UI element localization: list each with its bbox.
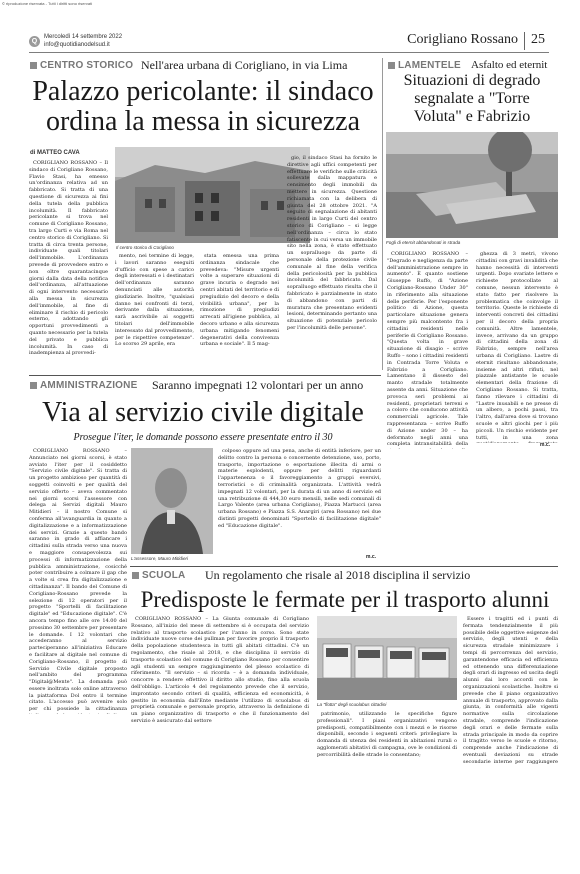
newspaper-logo: Q [29, 36, 40, 47]
third-photo-caption: La "flotta" degli scuolabus cittadini [317, 702, 387, 707]
side-col-1: CORIGLIANO ROSSANO – "Degrado e negligenza da parte dell'amministrazione sempre in aumento". È quanto sostiene Giuseppe Ruffo, di "Azione Corigliano-Rossano Under 30" in riferimento alla situazione delle periferie. Per l'esponente politico di Azione, questa particolare situazione genera sempre più malcontento fra i cittadini residenti nelle periferie di Corigliano Rossano. "Questa volta in grave situazione di disagio – scrive Ruffo – sono i cittadini residenti in Contrada Torre Voluta e Fabrizio a Corigliano. Lamentano il dissesto del manto stradale totalmente assente da anni. Situazione che provoca seri problemi ai residenti, proprietari terreni e a coloro che conducono attività commerciali agricole. Tale rappresentanza – scrive Ruffo di Azione under 30 – ha deformato negli anni una completa intransitabilità della [387, 251, 468, 448]
main-col-4: gio, il sindaco Stasi ha fornito le direttive agli uffici competenti per effettuare le verifiche sulle criticità sollevate dalla mappatura e censimento degli immobili da mettere in sicurezza. Questione richiamata con la delibera di giunta del 28 ottobre 2021. "A seguito di segnalazione di abitanti residenti in largo Curti del centro storico di Corigliano – si legge nell'ordinanza – circa lo stato fatiscente in cui versa un immobile sito nella zona, è stato effettuato un sopralluogo da parte di personale della protezione civile comunale al fine della verifica della pericolosità per la pubblica incolumità del fabbricato. Dal sopralluogo effettuato risulta che il fabbricato è parzialmente in stato di abbandono con parti di muratura che presentano evidenti lesioni, determinando pertanto una situazione di potenziale pericolo per l'incolumità delle persone". [287, 155, 377, 331]
third-photo [317, 616, 457, 700]
header-rule [29, 52, 549, 53]
assessor-portrait-photo [131, 448, 213, 554]
main-title-line2: ordina la messa in sicurezza [45, 106, 361, 137]
third-title: Predisposte le fermate per il trasporto alunni [140, 587, 550, 612]
second-signature: m.c. [366, 554, 377, 560]
second-category: AMMINISTRAZIONE [40, 380, 138, 391]
side-title-line2: segnalate a "Torre [414, 90, 530, 107]
main-col-3: stata emessa una prima ordinanza sindacale che prevedeva: "Misure urgenti volte a superare situazioni di grave incuria o degrado nei centri abitati del territorio e di pregiudizio del decoro e della vivibilità urbana", per la rimozione di pregiudizi arrecati all'igiene pubblica, al decoro urbano e alla sicurezza urbana mitigando fenomeni degenerativi della convivenza urbana e sociale". Il 5 mag- [200, 253, 279, 348]
old-building-photo [115, 147, 310, 243]
second-col-1: CORIGLIANO ROSSANO – Annunciato nei giorni scorsi, è stato avviato l'iter per il cosiddetto "Servizio civile digitale". Si tratta di un progetto ambizioso per quantità di soggetti coinvolti e per qualità del servizio offerto – aveva commentato nei giorni scorsi l'assessore con delega ai Servizi digitali Mauro Mitidieri – il nostro Comune si conferma all'avanguardia in quanto a digitalizzazione e a informatizzazione dei servizi. Grazie a questo bando saranno in grado di affiancare i cittadini sulla strada verso una nuova e maggiore consapevolezza sui processi di informatizzazione della pubblica amministrazione, cosicché poter contribuire a colmare il gap che a volte si crea fra digitalizzazione e cittadinanza". Il bando del Comune di Corigliano-Rossano prevede la selezione di 12 operatori per il progetto "Sportelli di facilitazione digitale" ed "Educazione digitale". C'è ancora tempo fino alle ore 14.00 del prossimo 30 settembre per presentare le domande. I 12 volontari che accederanno al servizio parteciperanno all'iniziativa Educare e facilitare al digitale nel comune di Corigliano-Rossano, il progetto di Servizio Civile digitale proposto nell'ambito del programma "Digital@Mente". La domanda può essere inoltrata solo online attraverso la piattaforma Dol entro il termine citato. L'accesso può avvenire solo per chi possiede la cittadinanza [29, 448, 127, 713]
main-photo-caption: Il centro storico di Corigliano [116, 245, 174, 250]
second-photo [131, 448, 213, 554]
main-col-2: mento, nei termine di legge, i lavori saranno eseguiti d'ufficio con spese a carico degli interessati e i destinatari dell'ordinanza saranno denunciati alle autorità giudiziarie. Inoltre, "qualsiasi danno nei confronti di terzi, derivante dalla situazione, sarà ascrivibile ai soggetti titolari dell'immobile interessato dal provvedimento, per le rispettive competenze". Lo scorso 29 aprile, era [115, 253, 194, 348]
main-kicker: Nell'area urbana di Corigliano, in via Lima [141, 58, 348, 72]
side-category: LAMENTELE [398, 60, 461, 71]
header-date: Mercoledì 14 settembre 2022 [44, 34, 123, 40]
main-title-line1: Palazzo pericolante: il sindaco [32, 76, 374, 107]
section-rule-3 [130, 566, 558, 567]
header-divider [524, 32, 525, 50]
side-signature: m.c. [540, 442, 551, 448]
third-category-marker [132, 572, 139, 579]
school-buses-photo [317, 616, 457, 700]
section-city: Corigliano Rossano [407, 32, 518, 47]
page-number: 25 [531, 32, 545, 47]
second-subtitle: Prosegue l'iter, le domande possono essere presentate entro il 30 [73, 432, 333, 443]
side-photo [386, 132, 558, 238]
category-marker [30, 62, 37, 69]
third-kicker: Un regolamento che risale al 2018 disciplina il servizio [205, 568, 471, 582]
second-col-2: colposo oppure ad una pena, anche di entità inferiore, per un delitto contro la persona o concernente detenzione, uso, porto, trasporto, importazione o esportazione illecita di armi o materie esplodenti, oppure per delitti riguardanti l'appartenenza o il favoreggiamento a gruppi eversivi, terroristici o di criminalità organizzata. L'attività vedrà impegnati 12 volontari, per la durata di un anno di servizio ed una retribuzione di 444,30 euro mensili, nelle sedi comunali di Largo Valente (area urbana Corigliano), Piazza Martucci (area urbana Rossano) e Piazza S.S. Anargiri (area Rossano) nei due distinti progetti denominati "Sportello di facilitazione digitale" ed "Educazione digitale". [218, 448, 381, 529]
side-title-line1: Situazioni di degrado [403, 72, 541, 89]
second-photo-caption: L'assessore, Mauro Mitidieri [131, 556, 189, 561]
side-photo-caption: Fogli di eternit abbandonati in strada [386, 240, 461, 245]
header-email: info@quotidianodelsud.it [44, 42, 110, 48]
second-kicker: Saranno impegnati 12 volontari per un anno [152, 378, 364, 392]
third-col-3: Essere i tragitti ed i punti di fermata tendenzialmente il più possibile delle oggettive esigenze del servizio, degli utenti e della sicurezza stradale minimizzare i tempi di percorrenza del servizio, garantendone efficacia ed efficienza ed ottenendo una differenziazione degli orari di ingresso ed uscita degli alunni dai loro accordi con le organizzazioni scolastiche. Inoltre si prevede che il piano organizzativo annuale di trasporto, approvato dalla giunta, in conformità alle vigenti normative sulla circolazione stradale, comprende l'indicazione degli orari e delle fermate sulla strada principale in modo da coprire il tragitto verso le scuole e ritorno, comprende anche l'indicazione di eventuali deviazioni su strade secondarie interne per raggiungere [463, 616, 558, 765]
side-title-line3: Voluta" e Fabrizio [413, 108, 531, 125]
column-divider [382, 58, 383, 370]
eternit-sheets-photo [386, 132, 558, 238]
main-photo [115, 147, 310, 243]
byline: di MATTEO CAVA [30, 150, 80, 156]
second-title: Via al servizio civile digitale [42, 397, 364, 428]
second-category-marker [30, 382, 37, 389]
side-category-marker [388, 62, 395, 69]
copyright-notice: © riproduzione riservata - Tutti i diritti sono riservati [2, 1, 93, 6]
side-col-2: ghezza di 3 metri, vivono cittadini con gravi invalidità che hanno necessità di interventi urgenti. Dopo svariate lettere e richieste protocollate al comune, nessun intervento è stato fatto per risolvere la problematica che coinvolge il territorio. Queste le richieste di interventi concreti dei cittadini per il decoro della propria comunità. Altre lamentele, invece, arrivano da un gruppo di cittadini della zona di Fabrizio, sempre nell'area urbana di Corigliano. Lastre di eternit risultano abbandonate, insieme ad altri rifiuti, nel piazzale antistante le scuole elementari della frazione di Corigliano Rossano. Si tratta, fanno rilevare i cittadini di "Lastre inusabili e ne presse di un albero, a pochi passi, tra l'altro, dall'area dove si trovano scuole e altri giochi per i più piccoli. Un rischio evidente per tutti, in una zona [476, 251, 558, 441]
main-category: CENTRO STORICO [40, 60, 134, 71]
third-col-2: patrimonio, utilizzando le specifiche figure professionali". I piani organizzativi vengono predisposti, compatibilmente con i mezzi e le risorse disponibili, secondo i seguenti criteri: privilegiare la domanda di utenza dei residenti in abitazioni rurali o agglomerati abitativi di campagna, ove le condizioni di percorribilità delle strade lo consentano; [317, 711, 457, 758]
third-col-1: CORIGLIANO ROSSANO – La Giunta comunale di Corigliano Rossano, all'inizio del mese di settembre si è occupata del servizio relativo al trasporto scolastico per l'anno in corso. Sono state individuate nuove corse dei pullman per favorire proprio il trasporto della popolazione studentesca in tutti gli abitati cittadini. C'è un regolamento, che risale al 2018, e che disciplina il servizio di trasporto scolastico del comune di Corigliano Rossano per consentire agli studenti un sempre raggiungimento del plesso scolastico di riferimento. "Il servizio – si ricorda – è a domanda individuale, concorre a rendere effettivo il diritto allo studio, fino alla scuola dell'obbligo. L'articolo 4 del regolamento prevede che il servizio, improntato secondo criteri di qualità, efficienza ed economicità, è gestito in economia dall'Ente mediante l'utilizzo di scuolabus di proprietà comunale e personale proprio, attraverso la definizione di un piano organizzativo di trasporto e che il funzionamento del servizio è assicurato dal settore [131, 616, 309, 724]
section-rule-2 [29, 375, 381, 376]
third-category: SCUOLA [142, 570, 186, 581]
main-col-1: CORIGLIANO ROSSANO – Il sindaco di Corigliano Rossano, Flavio Stasi, ha emesso un'ordinanza relativa ad un fabbricato. Si tratta di una questione di sicurezza ai fini della tutela della pubblica incolumità. Il fabbricato pericolante si trova nel comune di Corigliano Rossano, tra largo Curti e via Roma nel centro storico di Corigliano. Si tratta di circa trenta persone, individuate quali titolari dell'immobile. L'ordinanza prevede di provvedere entro e non oltre quarantacinque giorni dalla data della notifica dell'ordinanza, all'attuazione di ogni intervento necessario alla messa in sicurezza dell'immobile, al fine di eliminare il rischio di pericolo esterno, adottando gli opportuni provvedimenti a quanto necessario per la tutela del privato e pubblica incolumità. In caso di inadempienza al provvedi- [29, 160, 108, 357]
side-kicker: Asfalto ed eternit [471, 59, 548, 71]
